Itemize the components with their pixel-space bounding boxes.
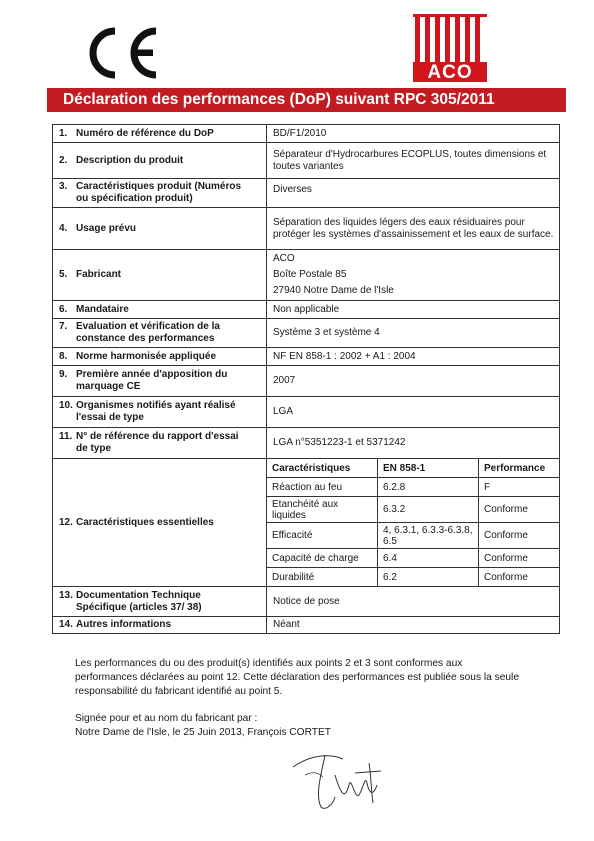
performance-value: Conforme [479, 549, 560, 568]
row-label: Autres informations [76, 619, 172, 630]
table-row [53, 208, 560, 250]
row-label: Caractéristiques produit (Numéros ou spécification produit) [76, 181, 242, 204]
row-value: NF EN 858-1 : 2002 + A1 : 2004 [267, 348, 560, 366]
row-label: Description du produit [76, 154, 184, 166]
ce-mark-logo [82, 25, 160, 81]
performance-value: F [479, 478, 560, 497]
row-label: Numéro de référence du DoP [76, 127, 214, 139]
row-number: 12. [59, 516, 73, 528]
row-label: Première année d'apposition du marquage CE [76, 369, 228, 392]
characteristic-name: Etanchéité aux liquides [267, 497, 378, 523]
row-value: Système 3 et système 4 [267, 319, 560, 348]
row-value: LGA [267, 397, 560, 428]
characteristics-row [267, 478, 559, 497]
row-label: Documentation Technique Spécifique (articles 37/ 38) [76, 589, 202, 613]
characteristics-row [267, 568, 559, 587]
column-header: EN 858-1 [378, 459, 479, 478]
signature-block [75, 712, 405, 740]
characteristics-row [267, 549, 559, 568]
characteristics-table [267, 459, 559, 586]
row-label: Organismes notifiés ayant réalisé l'essai de type [76, 400, 236, 423]
manufacturer-city: 27940 Notre Dame de l'Isle [273, 285, 394, 296]
characteristic-name: Capacité de charge [267, 549, 378, 568]
table-row [53, 397, 560, 428]
place-date-line: Notre Dame de l'Isle, le 25 Juin 2013, François CORTET [75, 727, 331, 738]
table-row [53, 250, 560, 301]
dop-table [52, 124, 560, 634]
manufacturer-address: Boîte Postale 85 [273, 269, 347, 280]
table-row [53, 179, 560, 208]
row-value: Séparation des liquides légers des eaux résiduaires pour protéger les systèmes d'assainissement et les eaux de surface. [267, 208, 560, 250]
row-number: 4. [59, 222, 68, 234]
row-number: 7. [59, 321, 68, 332]
column-header: Caractéristiques [267, 459, 378, 478]
row-number: 9. [59, 369, 68, 380]
row-number: 14. [59, 619, 73, 630]
row-label: Usage prévu [76, 222, 137, 234]
row-label: Fabricant [76, 269, 122, 280]
characteristics-row [267, 523, 559, 549]
row-value: 2007 [267, 366, 560, 397]
table-row [53, 301, 560, 319]
performance-value: Conforme [479, 497, 560, 523]
row-number: 3. [59, 181, 68, 192]
row-value: Séparateur d'Hydrocarbures ECOPLUS, toutes dimensions et toutes variantes [267, 143, 560, 179]
row-label: Norme harmonisée appliquée [76, 350, 217, 362]
characteristic-name: Réaction au feu [267, 478, 378, 497]
aco-logo [413, 14, 487, 82]
row-number: 8. [59, 350, 68, 362]
table-row [53, 319, 560, 348]
row-value: Notice de pose [267, 587, 560, 617]
table-row [53, 617, 560, 634]
row-value: Néant [267, 617, 560, 634]
row-number: 11. [59, 431, 73, 442]
row-value: Non applicable [267, 301, 560, 319]
characteristic-name: Durabilité [267, 568, 378, 587]
performance-value: Conforme [479, 568, 560, 587]
row-value: Diverses [267, 179, 560, 208]
row-number: 6. [59, 303, 68, 315]
signed-by-line: Signée pour et au nom du fabricant par : [75, 713, 258, 724]
table-row [53, 125, 560, 143]
performance-value: Conforme [479, 523, 560, 549]
standard-clause: 6.4 [378, 549, 479, 568]
conformity-statement: Les performances du ou des produit(s) identifiés aux points 2 et 3 sont conformes aux performances déclarées au point 12. Cette déclaration des performances est publiée sous la seule responsabilité du fabricant identifié au point 5. [75, 658, 519, 697]
row-value: BD/F1/2010 [267, 125, 560, 143]
row-label: Mandataire [76, 303, 129, 315]
standard-clause: 6.3.2 [378, 497, 479, 523]
row-number: 2. [59, 154, 68, 166]
row-label: Caractéristiques essentielles [76, 516, 214, 528]
standard-clause: 6.2 [378, 568, 479, 587]
table-row [53, 348, 560, 366]
characteristic-name: Efficacité [267, 523, 378, 549]
page-title: Déclaration des performances (DoP) suivant RPC 305/2011 [47, 88, 566, 112]
aco-brand-text: ACO [413, 62, 487, 82]
row-number: 10. [59, 400, 73, 411]
row-number: 13. [59, 589, 73, 601]
characteristics-row [267, 497, 559, 523]
handwritten-signature [285, 745, 405, 815]
row-label: N° de référence du rapport d'essai de type [76, 431, 239, 454]
standard-clause: 4, 6.3.1, 6.3.3-6.3.8, 6.5 [378, 523, 479, 549]
table-row [53, 428, 560, 459]
row-value: LGA n°5351223-1 et 5371242 [267, 428, 560, 459]
manufacturer-name: ACO [273, 253, 295, 264]
standard-clause: 6.2.8 [378, 478, 479, 497]
table-row [53, 459, 560, 587]
column-header: Performance [479, 459, 560, 478]
table-row [53, 587, 560, 617]
table-row [53, 143, 560, 179]
row-number: 5. [59, 269, 68, 280]
table-row [53, 366, 560, 397]
row-label: Evaluation et vérification de la constance des performances [76, 321, 220, 344]
characteristics-header-row [267, 459, 559, 478]
row-number: 1. [59, 127, 68, 139]
